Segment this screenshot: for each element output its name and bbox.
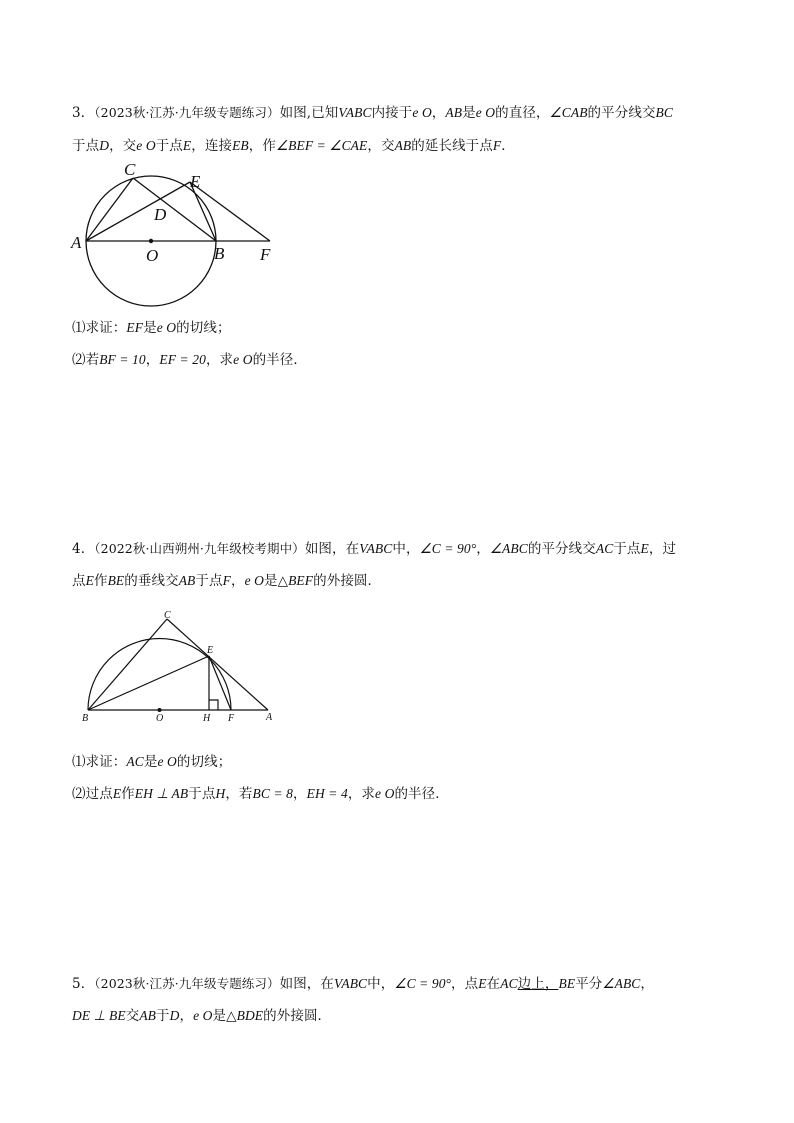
math-circle: e O: [193, 1008, 213, 1023]
circle-diagram: [66, 156, 296, 316]
math-circle: e O: [412, 105, 432, 120]
problem-source: （2023秋·江苏·九年级专题练习）: [94, 976, 280, 991]
math-equation: ∠BEF = ∠CAE: [275, 138, 368, 153]
problem-5-line-1: [72, 972, 654, 992]
text: 交: [125, 1008, 140, 1024]
math-point: E: [478, 976, 487, 991]
math-segment: AB: [178, 573, 196, 588]
text: 于: [156, 1008, 170, 1024]
text: 是: [143, 320, 157, 336]
math-segment: BE: [558, 976, 576, 991]
text: ，: [292, 786, 307, 802]
math-equation: ∠C = 90°: [394, 976, 452, 991]
label-b: B: [82, 713, 89, 724]
label-f: F: [228, 713, 235, 724]
text: ⑵过点: [72, 786, 113, 802]
problem-number: 5．: [72, 976, 95, 992]
text: ，: [145, 352, 160, 368]
problem-3-figure: [66, 156, 296, 316]
text: 如图,已知: [279, 105, 339, 121]
text: 作: [121, 786, 135, 802]
text: 的平分线交: [527, 541, 596, 557]
text: 的半径．: [252, 352, 307, 368]
text: ，交: [109, 138, 137, 154]
math-equation: BC = 8: [252, 786, 293, 801]
math-circle: e O: [233, 352, 253, 367]
math-equation: DE ⊥ BE: [72, 1008, 126, 1023]
text: ．: [501, 138, 515, 154]
text: ，求: [205, 352, 234, 368]
text: 是△: [263, 573, 289, 589]
math-segment: AB: [139, 1008, 157, 1023]
math-segment: AC: [500, 976, 518, 991]
label-c: C: [124, 160, 136, 179]
text: 的半径．: [394, 786, 449, 802]
text: 的平分线交: [587, 105, 656, 121]
text: ，: [230, 573, 245, 589]
segment-be: [88, 656, 209, 710]
math-angle: ∠ABC: [489, 541, 528, 556]
math-equation: BF = 10: [99, 352, 146, 367]
text: 的切线；: [176, 754, 232, 770]
problem-3-line-1: [72, 101, 673, 121]
segment-bc: [88, 619, 167, 710]
problem-4-question-1: [72, 750, 231, 770]
label-b: B: [214, 244, 225, 263]
segment-ac: [86, 178, 133, 241]
text: ，: [476, 541, 490, 557]
math-point: D: [99, 138, 110, 153]
text: 是: [462, 105, 476, 121]
text: ，作: [248, 138, 276, 154]
problem-source: （2023秋·江苏·九年级专题练习）: [94, 105, 280, 120]
text: 是△: [212, 1008, 237, 1024]
math-triangle: BDE: [236, 1008, 264, 1023]
math-point: D: [169, 1008, 180, 1023]
math-segment: AB: [445, 105, 463, 120]
math-segment: EF: [126, 320, 144, 335]
right-angle-mark: [209, 700, 218, 710]
label-o: O: [146, 246, 159, 265]
segment-ae: [86, 182, 190, 241]
math-segment: BE: [107, 573, 125, 588]
text: ⑴求证：: [72, 754, 127, 770]
text: 于点: [155, 138, 183, 154]
math-point: E: [112, 786, 122, 801]
problem-5-line-2: [72, 1004, 331, 1024]
math-circle: e O: [375, 786, 395, 801]
math-triangle: BEF: [288, 573, 314, 588]
math-point: F: [222, 573, 231, 588]
math-equation: EH = 4: [306, 786, 348, 801]
text: 于点: [72, 138, 100, 154]
text: ，交: [367, 138, 395, 154]
math-angle: ∠ABC: [602, 976, 641, 991]
problem-3-question-2: [72, 348, 307, 368]
text: 平分: [575, 976, 603, 992]
text: ，求: [347, 786, 376, 802]
text: 的外接圆．: [313, 573, 382, 589]
math-equation: ∠C = 90°: [419, 541, 477, 556]
text: 内接于: [371, 105, 413, 121]
text: ，点: [451, 976, 479, 992]
text: 的直径，: [495, 105, 550, 121]
segment-ef: [190, 182, 270, 241]
math-point: F: [492, 138, 502, 153]
text: 点: [72, 573, 86, 589]
text: 中，: [392, 541, 420, 557]
math-segment: EB: [232, 138, 249, 153]
text: ⑵若: [72, 352, 100, 368]
text: 的延长线于点: [411, 138, 493, 154]
math-circle: e O: [157, 754, 177, 769]
problem-4-line-2: [72, 569, 381, 589]
text: 中，: [367, 976, 395, 992]
math-point: E: [182, 138, 192, 153]
math-triangle: VABC: [338, 105, 372, 120]
label-e: E: [190, 172, 201, 191]
text: ，过: [648, 541, 677, 557]
label-d: D: [154, 205, 167, 224]
label-f: F: [260, 245, 271, 264]
math-circle: e O: [156, 320, 177, 335]
text: 的切线；: [176, 320, 231, 336]
segment-ef: [209, 656, 231, 710]
text: 是: [143, 754, 158, 770]
segment-ca: [167, 619, 268, 710]
problem-4-line-1: [72, 537, 676, 557]
text: 如图，在: [304, 541, 360, 557]
text: ，连接: [191, 138, 233, 154]
text: ，: [179, 1008, 194, 1024]
math-circle: e O: [475, 105, 496, 120]
math-point: E: [85, 573, 94, 588]
text: ，: [640, 976, 654, 992]
triangle-semicircle-diagram: [78, 604, 283, 726]
center-point-o: [149, 239, 153, 243]
math-segment: AC: [595, 541, 614, 556]
math-triangle: VABC: [334, 976, 368, 991]
text: 边上，: [517, 976, 559, 992]
math-segment: BC: [655, 105, 673, 120]
math-point: E: [640, 541, 649, 556]
problem-3-question-1: [72, 316, 231, 336]
segment-cb: [133, 178, 216, 241]
text: ，: [431, 105, 446, 121]
problem-number: 3．: [72, 105, 95, 121]
center-point-o: [158, 708, 162, 712]
label-h: H: [203, 713, 211, 724]
text: ⑴求证：: [72, 320, 127, 336]
text: 的外接圆．: [263, 1008, 332, 1024]
math-angle: ∠CAB: [549, 105, 588, 120]
text: 于点: [613, 541, 641, 557]
problem-4-question-2: [72, 782, 449, 802]
math-point: H: [215, 786, 226, 801]
math-circle: e O: [136, 138, 156, 153]
math-equation: EH ⊥ AB: [134, 786, 189, 801]
math-equation: EF = 20: [159, 352, 206, 367]
label-a: A: [71, 233, 82, 252]
math-triangle: VABC: [359, 541, 393, 556]
label-a: A: [266, 712, 273, 723]
label-o: O: [156, 713, 164, 724]
problem-4-figure: [78, 604, 283, 726]
text: ，若: [225, 786, 253, 802]
math-segment: AC: [126, 754, 144, 769]
label-e: E: [207, 645, 214, 656]
math-segment: AB: [394, 138, 412, 153]
text: 如图，在: [279, 976, 335, 992]
problem-number: 4．: [72, 541, 95, 557]
text: 于点: [195, 573, 223, 589]
math-circle: e O: [244, 573, 264, 588]
text: 的垂线交: [124, 573, 179, 589]
problem-3-line-2: [72, 134, 515, 154]
label-c: C: [164, 610, 171, 621]
text: 在: [486, 976, 501, 992]
problem-source: （2022秋·山西朔州·九年级校考期中）: [94, 541, 305, 556]
text: 作: [93, 573, 108, 589]
text: 于点: [188, 786, 216, 802]
